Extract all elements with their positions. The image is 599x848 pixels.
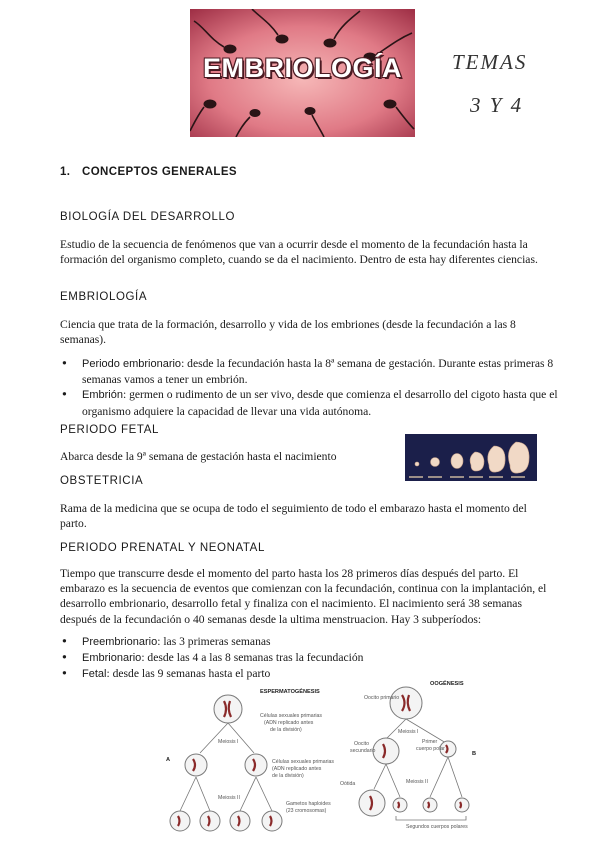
- label-meiosis-1-left: Meiosis I: [218, 739, 239, 745]
- side-title-numbers: 3 Y 4: [470, 93, 524, 117]
- division-lines: [200, 723, 254, 753]
- heading-obstetricia: OBSTETRICIA: [60, 475, 144, 487]
- label-oocito-secundario-2: secundario: [350, 748, 376, 754]
- embryo-stages-illustration: [405, 434, 537, 481]
- label-primer-cuerpo-1: Primer: [422, 739, 438, 745]
- label-a: A: [166, 757, 171, 763]
- bullet-text: : germen o rudimento de un ser vivo, desde que comienza el desarrollo del cigoto hasta que el organismo adquiere la capacidad de llevar una vida autónoma.: [82, 388, 558, 418]
- text-embriologia: Ciencia que trata de la formación, desarrollo y vida de los embriones (desde la fecundación a las 8 semanas).: [60, 318, 516, 347]
- bullet-periodo-embrionario: [60, 356, 562, 387]
- label-cells-primary-2: (ADN replicado antes: [264, 720, 314, 726]
- text-periodo-prenatal: Tiempo que transcurre desde el momento del parto hasta los 28 primeros días después del parto. El embarazo es la secuencia de eventos que comienzan con la fecundación, continua con la implantación, el desarrollo embrionario, desarrollo fetal y finaliza con el nacimiento. El nacimiento será 38 semanas después de la fecundación o 40 semanas desde la ultima menstruacion. Hay 3 subperíodos:: [60, 567, 547, 626]
- label-meiosis-2-right: Meiosis II: [406, 779, 428, 785]
- label-cells-secondary-1: Células sexuales primarias: [272, 759, 334, 765]
- bullet-text: : desde las 4 a las 8 semanas tras la fecundación: [141, 651, 364, 665]
- bracket-line: [396, 816, 466, 820]
- heading-periodo-prenatal: PERIODO PRENATAL Y NEONATAL: [60, 542, 265, 554]
- label-cells-primary-3: de la división): [270, 727, 302, 733]
- heading-periodo-fetal: PERIODO FETAL: [60, 424, 159, 436]
- label-gametes-2: (23 cromosomas): [286, 808, 327, 814]
- side-title-temas: TEMAS: [452, 50, 528, 74]
- label-primer-cuerpo-2: cuerpo polar: [416, 746, 445, 752]
- section-1-number: 1.: [60, 166, 71, 178]
- embriologia-bullets: [60, 356, 562, 419]
- section-1-title: CONCEPTOS GENERALES: [82, 166, 237, 178]
- embriologia-banner: [190, 9, 415, 137]
- bullet-text: : desde la fecundación hasta la 8ª semana de gestación. Durante estas primeras 8 semanas vamos a tener un embrión.: [82, 357, 554, 387]
- section-1-heading: [60, 166, 237, 178]
- label-gametes-1: Gametos haploides: [286, 801, 331, 807]
- bullet-term: Embrionario: [82, 652, 142, 665]
- bullet-preembrionario: [60, 634, 540, 650]
- label-cells-secondary-3: de la división): [272, 773, 304, 779]
- cell-oocito-primario: [390, 687, 422, 719]
- heading-embriologia: EMBRIOLOGÍA: [60, 291, 148, 303]
- bullet-term: Periodo embrionario: [82, 358, 182, 370]
- bullet-term: Preembrionario: [82, 636, 158, 648]
- heading-biologia-desarrollo: BIOLOGÍA DEL DESARROLLO: [60, 211, 236, 223]
- bullet-term: Fetal: [82, 668, 107, 681]
- fetal-development-image: [405, 434, 537, 481]
- label-ootida: Oótida: [340, 781, 356, 787]
- division-lines: [180, 777, 272, 811]
- diagram-title-espermatogenesis: ESPERMATOGÉNESIS: [260, 689, 320, 695]
- label-cells-primary-1: Células sexuales primarias: [260, 713, 322, 719]
- bullet-text: : las 3 primeras semanas: [157, 635, 271, 648]
- bullet-text: : desde las 9 semanas hasta el parto: [106, 667, 271, 681]
- text-obstetricia: Rama de la medicina que se ocupa de todo el seguimiento de todo el embarazo hasta el momento del parto.: [60, 502, 527, 531]
- label-b: B: [472, 751, 477, 757]
- banner-title: EMBRIOLOGÍA: [203, 53, 402, 83]
- text-periodo-fetal: Abarca desde la 9ª semana de gestación hasta el nacimiento: [60, 450, 337, 463]
- label-cells-secondary-2: (ADN replicado antes: [272, 766, 322, 772]
- label-oocito-primario: Oocito primario: [364, 695, 400, 701]
- label-segundos-cuerpos: Segundos cuerpos polares: [406, 824, 468, 830]
- label-oocito-secundario-1: Oocito: [354, 741, 369, 747]
- label-meiosis-2-left: Meiosis II: [218, 795, 240, 801]
- text-biologia-desarrollo: Estudio de la secuencia de fenómenos que van a ocurrir desde el momento de la fecundación hasta la formación del organismo completo, cuando se da el nacimiento. Dentro de esta hay diferentes ciencias.: [60, 238, 538, 267]
- bullet-embrion: [60, 387, 562, 418]
- bullet-embrionario: [60, 650, 540, 666]
- bullet-term: Embrión: [82, 389, 123, 402]
- label-meiosis-1-right: Meiosis I: [398, 729, 419, 735]
- diagram-title-oogenesis: OOGÉNESIS: [430, 681, 464, 687]
- gametogenesis-diagram: [160, 673, 490, 841]
